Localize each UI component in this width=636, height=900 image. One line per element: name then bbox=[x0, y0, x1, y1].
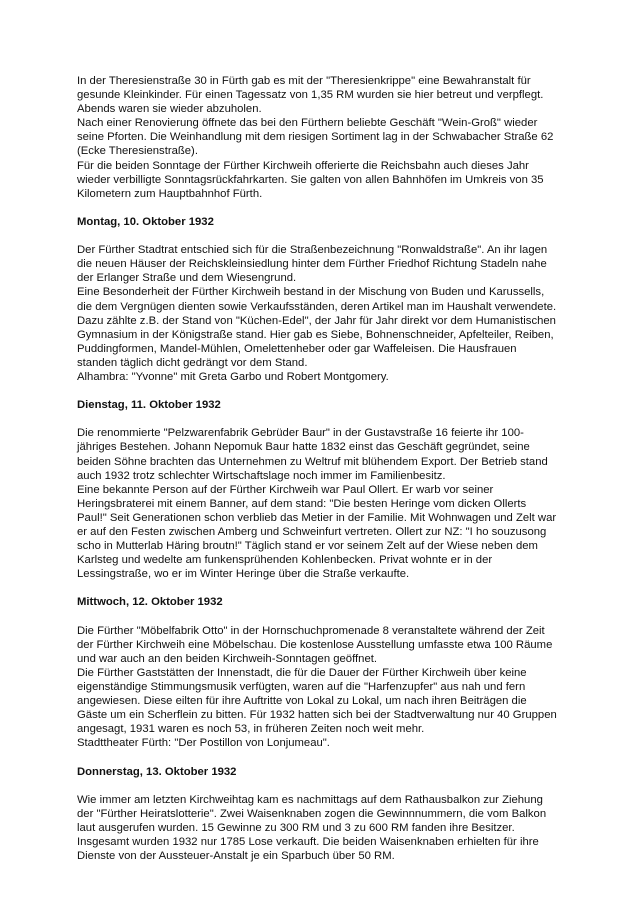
section-intro bbox=[77, 74, 559, 201]
section-heading: Donnerstag, 13. Oktober 1932 bbox=[77, 765, 237, 778]
spacer bbox=[77, 779, 559, 793]
paragraph: Nach einer Renovierung öffnete das bei den Fürthern beliebte Geschäft "Wein-Groß" wieder seine Pforten. Die Weinhandlung mit dem riesigen Sortiment lag in der Schwabacher Straße 62 (Ecke Theresienstraße). bbox=[77, 117, 554, 158]
section-heading: Mittwoch, 12. Oktober 1932 bbox=[77, 596, 223, 609]
spacer bbox=[77, 384, 559, 398]
section-dienstag bbox=[77, 398, 559, 581]
section-montag bbox=[77, 215, 559, 384]
spacer bbox=[77, 201, 559, 215]
paragraph: In der Theresienstraße 30 in Fürth gab es mit der "Theresienkrippe" eine Bewahranstalt für gesunde Kleinkinder. Für einen Tagessatz von 1,35 RM wurden sie hier betreut und verpflegt. Abends waren sie wieder abzuholen. bbox=[77, 75, 544, 116]
paragraph: Eine bekannte Person auf der Fürther Kirchweih war Paul Ollert. Er warb vor seiner Heringsbraterei mit einem Banner, auf dem stand: "Die besten Heringe vom dicken Ollerts Paul!" Seit Generationen schon verblieb das Metier in der Familie. Mit Wohnwagen und Zelt war er auf den Festen zwischen Amberg und Schweinfurt vertreten. Ollert zur NZ: "I ho souzusong scho in Mutterlab Häring broutn!" Täglich stand er vor seinem Zelt auf der Wiese neben dem Karlsteg und wedelte am funkensprühenden Kohlenbecken. Privat wohnte er in der Lessingstraße, wo er im Winter Heringe über die Straße verkaufte. bbox=[77, 483, 557, 581]
spacer bbox=[77, 229, 559, 243]
document-page bbox=[77, 74, 559, 863]
section-mittwoch bbox=[77, 595, 559, 750]
section-donnerstag bbox=[77, 765, 559, 864]
spacer bbox=[77, 412, 559, 426]
paragraph: Die renommierte "Pelzwarenfabrik Gebrüder Baur" in der Gustavstraße 16 feierte ihr 100-jähriges Bestehen. Johann Nepomuk Baur hatte 1832 einst das Geschäft gegründet, seine beiden Söhne brachten das Unternehmen zu Weltruf mit blühendem Export. Der Betrieb stand auch 1932 trotz schlechter Wirtschaftslage noch immer im Familienbesitz. bbox=[77, 427, 548, 482]
paragraph: Die Fürther "Möbelfabrik Otto" in der Hornschuchpromenade 8 veranstaltete während der Zeit der Fürther Kirchweih eine Möbelschau. Die kostenlose Ausstellung umfasste etwa 100 Räume und war auch an den beiden Kirchweih-Sonntagen geöffnet. bbox=[77, 624, 553, 665]
paragraph: Eine Besonderheit der Fürther Kirchweih bestand in der Mischung von Buden und Karussells, die dem Vergnügen dienten sowie Verkaufsständen, deren Artikel man im Haushalt verwendete. Dazu zählte z.B. der Stand von "Küchen-Edel", der Jahr für Jahr direkt vor dem Humanistischen Gymnasium in der Königstraße stand. Hier gab es Siebe, Bohnenschneider, Apfelteiler, Reiben, Puddingformen, Mandel-Mühlen, Omelettenheber oder gar Waffeleisen. Die Hausfrauen standen täglich dicht gedrängt vor dem Stand. bbox=[77, 286, 557, 369]
paragraph: Die Fürther Gaststätten der Innenstadt, die für die Dauer der Fürther Kirchweih über keine eigenständige Stimmungsmusik verfügten, waren auf die "Harfenzupfer" aus nah und fern angewiesen. Diese eilten für ihre Auftritte von Lokal zu Lokal, um nach ihren Beiträgen die Gäste um ein Scherflein zu bitten. Für 1932 hatten sich bei der Stadtverwaltung nur 40 Gruppen angesagt, 1931 waren es noch 53, in früheren Zeiten noch weit mehr. bbox=[77, 666, 557, 736]
paragraph: Wie immer am letzten Kirchweihtag kam es nachmittags auf dem Rathausbalkon zur Ziehung der "Fürther Heiratslotterie". Zwei Waisenknaben zogen die Gewinnnummern, die vom Balkon laut ausgerufen wurden. 15 Gewinne zu 300 RM und 3 zu 600 RM fanden ihre Besitzer. Insgesamt wurden 1932 nur 1785 Lose verkauft. Die beiden Waisenknaben erhielten für ihre Dienste von der Aussteuer-Anstalt je ein Sparbuch über 50 RM. bbox=[77, 793, 547, 863]
paragraph: Alhambra: "Yvonne" mit Greta Garbo und Robert Montgomery. bbox=[77, 370, 389, 383]
paragraph: Stadttheater Fürth: "Der Postillon von Lonjumeau". bbox=[77, 737, 330, 750]
spacer bbox=[77, 751, 559, 765]
paragraph: Der Fürther Stadtrat entschied sich für die Straßenbezeichnung "Ronwaldstraße". An ihr lagen die neuen Häuser der Reichskleinsiedlung hinter dem Fürther Friedhof Richtung Stadeln nahe der Erlanger Straße und dem Wiesengrund. bbox=[77, 244, 548, 285]
paragraph: Für die beiden Sonntage der Fürther Kirchweih offerierte die Reichsbahn auch dieses Jahr wieder verbilligte Sonntagsrückfahrkarten. Sie galten von allen Bahnhöfen im Umkreis von 35 Kilometern zum Hauptbahnhof Fürth. bbox=[77, 159, 544, 200]
section-heading: Montag, 10. Oktober 1932 bbox=[77, 215, 214, 228]
spacer bbox=[77, 610, 559, 624]
spacer bbox=[77, 581, 559, 595]
section-heading: Dienstag, 11. Oktober 1932 bbox=[77, 399, 221, 412]
